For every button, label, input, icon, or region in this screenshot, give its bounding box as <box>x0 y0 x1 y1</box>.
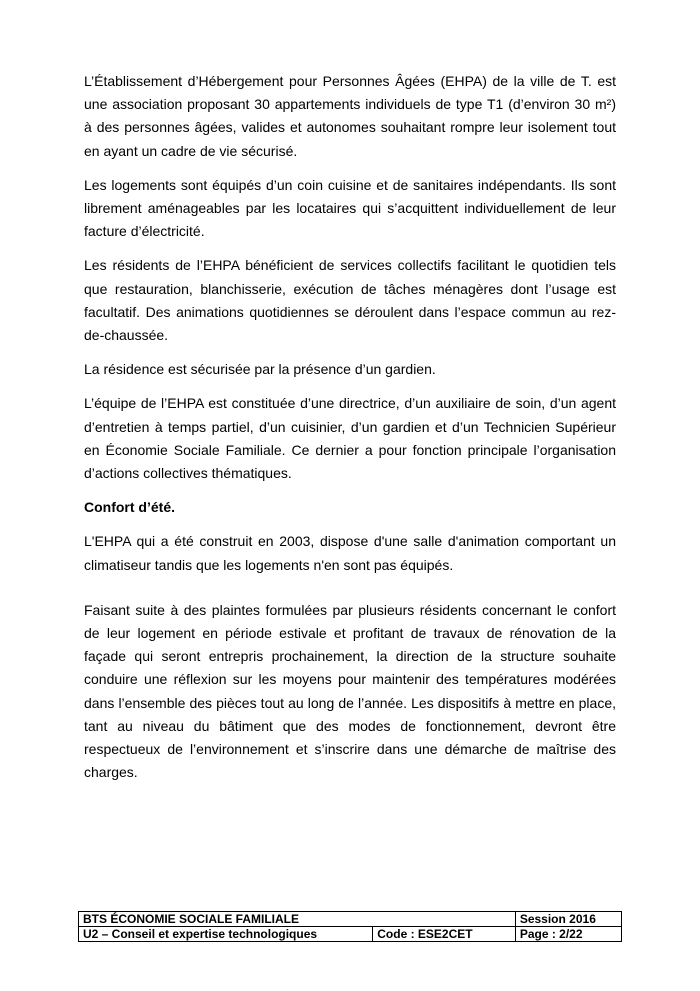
paragraph-services: Les résidents de l’EHPA bénéficient de services collectifs facilitant le quotidien tels que restauration, blanchisserie, exécution de tâches ménagères dont l’usage est facultatif. Des animations quotidiennes se déroulent dans l’espace commun au rez-de-chaussée. <box>84 257 616 344</box>
paragraph-logements: Les logements sont équipés d’un coin cuisine et de sanitaires indépendants. Ils sont librement aménageables par les locataires qui s’acquittent individuellement de leur facture d’électricité. <box>84 176 616 240</box>
footer-code: Code : ESE2CET <box>373 927 516 942</box>
footer-session: Session 2016 <box>515 912 621 927</box>
footer-page: Page : 2/22 <box>515 927 621 942</box>
footer-table <box>78 911 622 942</box>
footer-unit: U2 – Conseil et expertise technologiques <box>79 927 373 942</box>
paragraph-construction: L'EHPA qui a été construit en 2003, dispose d'une salle d'animation comportant un climatiseur tandis que les logements n'en sont pas équipés. <box>84 533 616 573</box>
paragraph-reflexion: Faisant suite à des plaintes formulées par plusieurs résidents concernant le confort de leur logement en période estivale et profitant de travaux de rénovation de la façade qui seront entrepris prochainement, la direction de la structure souhaite conduire une réflexion sur les moyens pour maintenir des températures modérées dans l’ensemble des pièces tout au long de l’année. Les dispositifs à mettre en place, tant au niveau du bâtiment que des modes de fonctionnement, devront être respectueux de l’environnement et s’inscrire dans une démarche de maîtrise des charges. <box>84 601 616 781</box>
paragraph-equipe: L’équipe de l’EHPA est constituée d’une directrice, d’un auxiliaire de soin, d’un agent d’entretien à temps partiel, d’un cuisinier, d’un gardien et d’un Technicien Supérieur en Économie Sociale Familiale. Ce dernier a pour fonction principale l’organisation d’actions collectives thématiques. <box>84 395 616 482</box>
paragraph-intro: L’Établissement d’Hébergement pour Personnes Âgées (EHPA) de la ville de T. est une association proposant 30 appartements individuels de type T1 (d’environ 30 m²) à des personnes âgées, valides et autonomes souhaitant rompre leur isolement tout en ayant un cadre de vie sécurisé. <box>84 73 616 159</box>
section-heading: Confort d’été. <box>84 499 175 516</box>
document-body <box>84 70 616 795</box>
paragraph-securite: La résidence est sécurisée par la présence d’un gardien. <box>84 361 436 378</box>
footer-exam: BTS ÉCONOMIE SOCIALE FAMILIALE <box>79 912 516 927</box>
